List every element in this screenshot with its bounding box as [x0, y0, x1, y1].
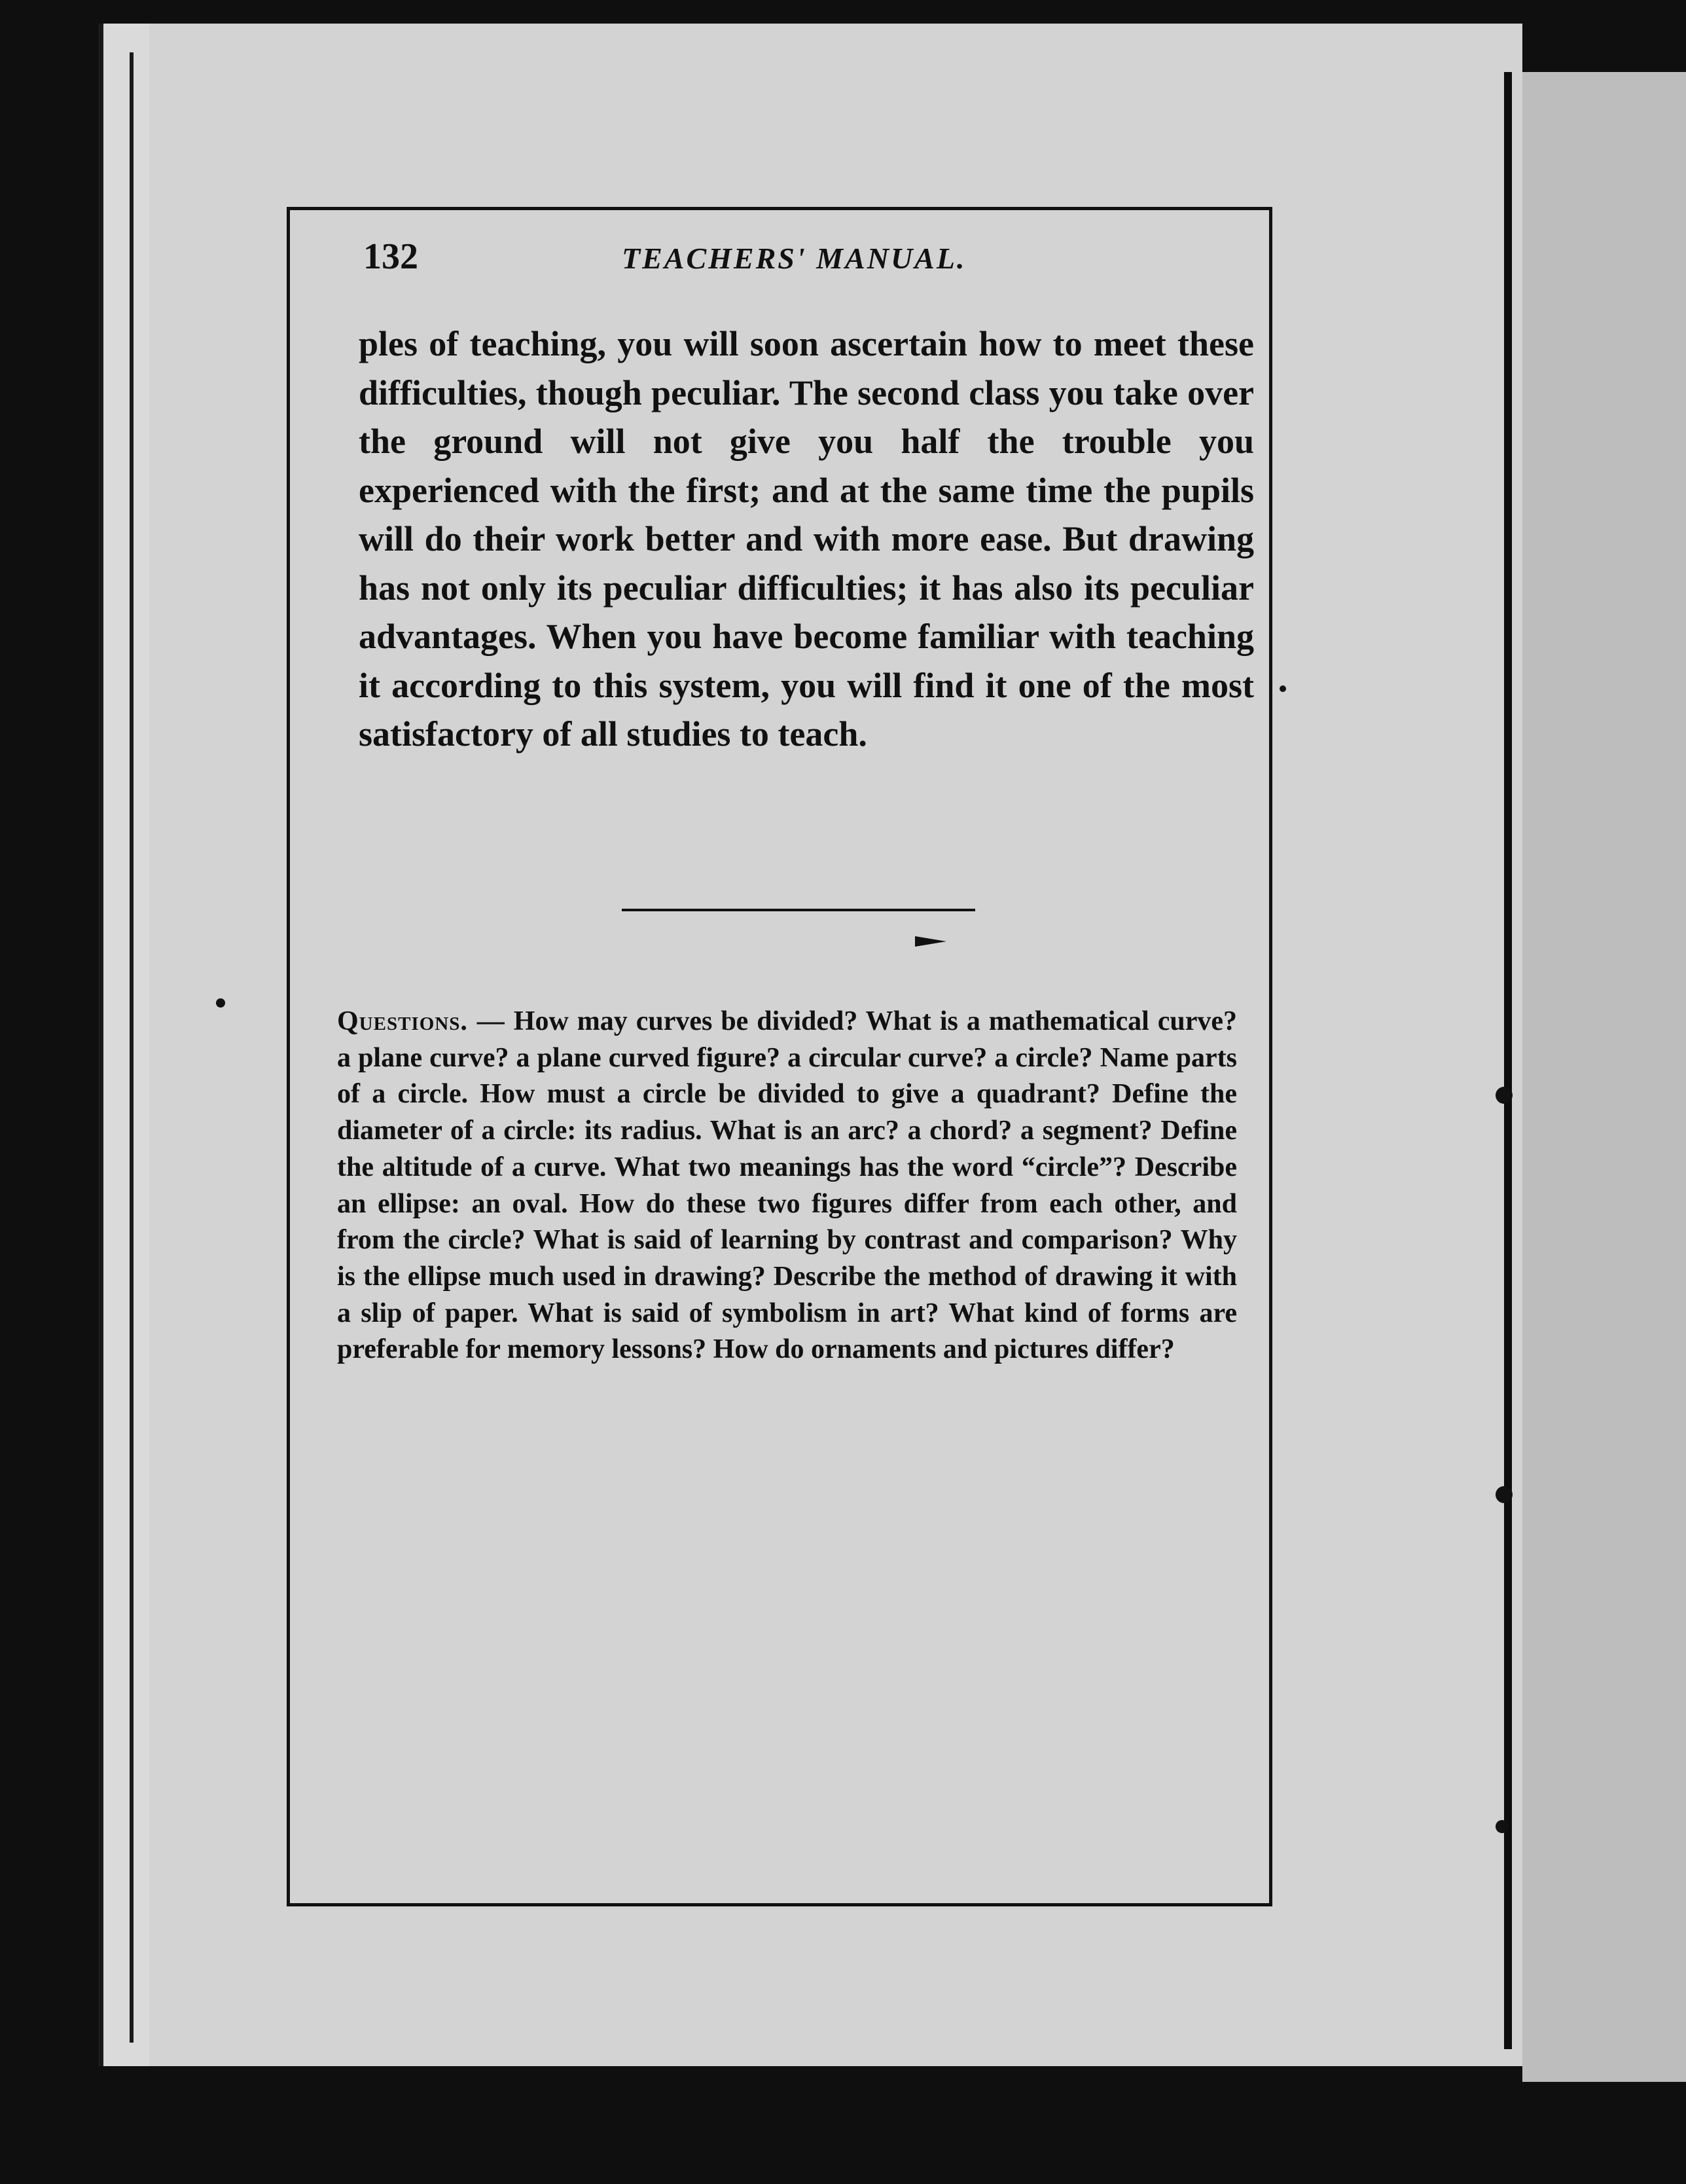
scan-speck — [216, 998, 225, 1008]
page-gutter-edge — [98, 24, 149, 2066]
section-divider-rule — [622, 909, 975, 911]
scan-speck — [1496, 1486, 1513, 1503]
gutter-line — [130, 52, 134, 2043]
scan-speck — [1280, 685, 1286, 692]
questions-block — [337, 1004, 1237, 1368]
running-head — [363, 236, 1266, 282]
scan-speck — [1496, 1820, 1509, 1833]
page-right-edge — [1504, 72, 1512, 2049]
divider-ornament-icon — [915, 936, 946, 947]
facing-page-strip — [1522, 72, 1686, 2082]
questions-label: Questions. — — [337, 1006, 505, 1036]
scan-speck — [1496, 1087, 1513, 1104]
page-number: 132 — [363, 236, 418, 277]
questions-text: How may curves be divided? What is a mathematical curve? a plane curve? a plane curved figure? a circular curve? a circle? Name parts of a circle. How must a circle be divided to give a quadrant? Define the diameter of a circle: its radius. What is an arc? a chord? a segment? Define the altitude of a curve. What two meanings has the word “circle”? Describe an ellipse: an oval. How do these two figures differ from each other, and from the circle? What is said of learning by contrast and comparison? Why is the ellipse much used in drawing? Describe the method of drawing it with a slip of paper. What is said of symbolism in art? What kind of forms are preferable for memory lessons? How do ornaments and pictures differ? — [337, 1006, 1238, 1365]
body-paragraph: ples of teaching, you will soon ascertain how to meet these difficulties, though peculiar. The second class you take over the ground will not give you half the trouble you experienced with the first; and at the same time the pupils will do their work better and with more ease. But drawing has not only its peculiar difficulties; it has also its peculiar advantages. When you have become familiar with teaching it according to this system, you will find it one of the most satisfactory of all studies to teach. — [359, 324, 1254, 754]
running-title: TEACHERS' MANUAL. — [622, 242, 967, 275]
